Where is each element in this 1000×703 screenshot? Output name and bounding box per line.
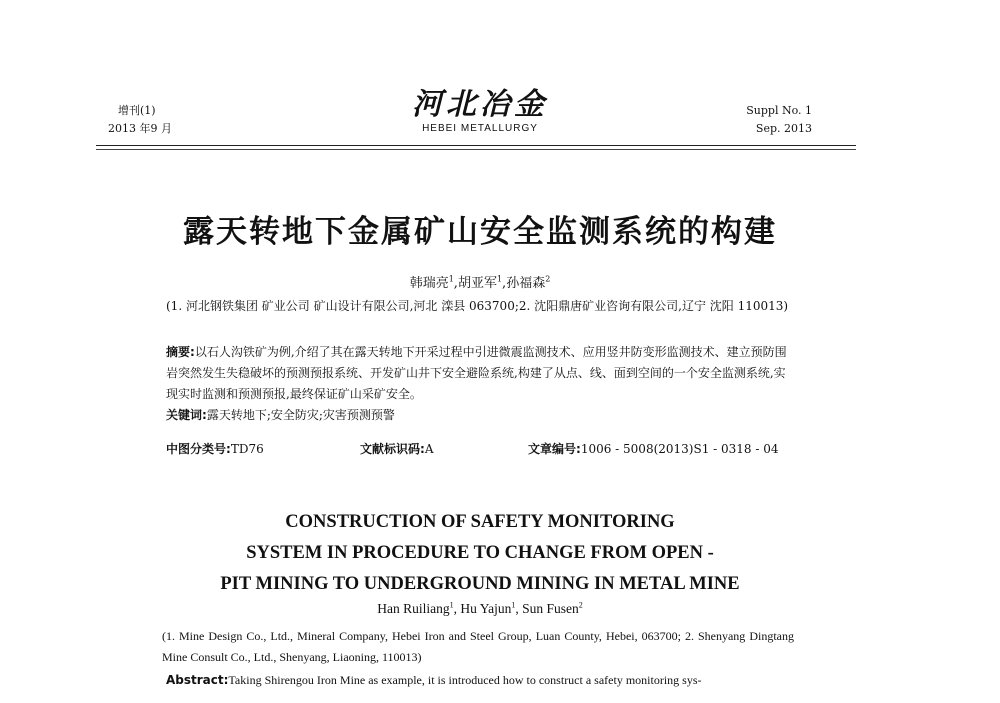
author-name: 韩瑞亮	[409, 276, 449, 291]
abstract-text-cn: 以石人沟铁矿为例,介绍了其在露天转地下开采过程中引进微震监测技术、应用竖井防变形监测技术、建立预防围岩突然发生失稳破坏的预测预报系统、开发矿山井下安全避险系统,构建了从点、线、面到空间的一个安全监测系统,实现实时监测和预测预报,最终保证矿山采矿安全。	[166, 345, 787, 401]
clc-value: TD76	[230, 442, 264, 456]
issue-cn: 增刊(1)	[118, 104, 156, 117]
clc-number	[166, 440, 264, 457]
abstract-text-en: Taking Shirengou Iron Mine as example, it is introduced how to construct a safety monitoring sys-	[228, 673, 702, 687]
affiliation-en: (1. Mine Design Co., Ltd., Mineral Company, Hebei Iron and Steel Group, Luan County, Hebei, 063700; 2. Shenyang Dingtang Mine Consult Co., Ltd., Shenyang, Liaoning, 110013)	[162, 629, 794, 664]
affiliation-cn: (1. 河北钢铁集团 矿业公司 矿山设计有限公司,河北 滦县 063700;2. 沈阳鼎唐矿业咨询有限公司,辽宁 沈阳 110013)	[166, 299, 789, 313]
article-no-value: 1006 - 5008(2013)S1 - 0318 - 04	[580, 442, 779, 456]
keywords-cn	[166, 405, 796, 426]
document-code	[360, 440, 433, 457]
author-name: 胡亚军	[457, 276, 497, 291]
title-en-line: PIT MINING TO UNDERGROUND MINING IN METAL MINE	[220, 574, 740, 594]
article-title-en	[100, 507, 860, 600]
keywords-label-cn: 关键词:	[166, 408, 207, 422]
abstract-label-en: Abstract:	[166, 673, 229, 687]
author-name: 孙福森	[506, 276, 546, 291]
author-name-en: Hu Yajun	[460, 601, 512, 616]
abstract-en	[166, 670, 794, 691]
author-affil-mark: 1	[496, 274, 503, 284]
header-rule-thick	[96, 145, 856, 146]
authors-cn: 韩瑞亮$^1$,胡亚军$^1$,孙福森$^2$	[409, 274, 551, 291]
clc-label: 中图分类号:	[166, 442, 231, 456]
article-number	[528, 440, 779, 457]
date-cn: 2013 年9 月	[108, 122, 172, 135]
running-header-right	[746, 102, 812, 138]
doc-code-label: 文献标识码:	[360, 442, 425, 456]
abstract-cn	[166, 342, 796, 405]
issue-en: Suppl No. 1	[746, 104, 812, 117]
doc-code-value: A	[424, 442, 434, 456]
author-affil-mark: 1	[511, 600, 516, 610]
article-no-label: 文章编号:	[528, 442, 581, 456]
date-en: Sep. 2013	[755, 122, 812, 135]
author-affil-mark: 1	[448, 274, 454, 284]
author-name-en: Sun Fusen	[522, 601, 579, 616]
author-affil-mark: 2	[578, 600, 583, 610]
header-rule-thin	[96, 149, 856, 150]
author-affil-mark: 1	[449, 600, 454, 610]
keywords-text-cn: 露天转地下;安全防灾;灾害预测预警	[206, 408, 395, 422]
journal-name-en: HEBEI METALLURGY	[422, 123, 538, 134]
title-en-line: SYSTEM IN PROCEDURE TO CHANGE FROM OPEN -	[246, 543, 714, 563]
abstract-label-cn: 摘要:	[166, 345, 195, 359]
authors-en: Han Ruiliang$^1$, Hu Yajun$^1$, Sun Fusen$^2$	[377, 600, 583, 616]
author-affil-mark: 2	[545, 274, 551, 284]
title-en-line: CONSTRUCTION OF SAFETY MONITORING	[285, 512, 675, 532]
article-title-cn: 露天转地下金属矿山安全监测系统的构建	[183, 214, 777, 250]
journal-masthead	[380, 88, 580, 136]
author-name-en: Han Ruiliang	[377, 601, 450, 616]
journal-name-cn: 河北冶金	[412, 87, 548, 122]
running-header-left	[108, 102, 172, 138]
